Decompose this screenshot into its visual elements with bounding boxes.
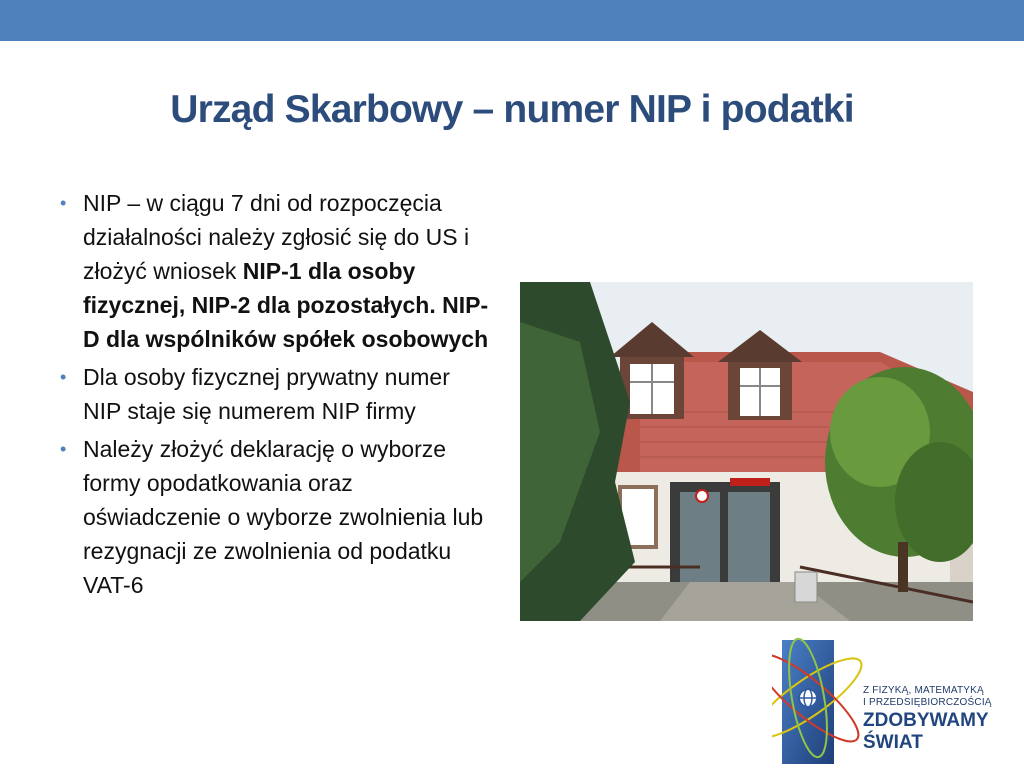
logo-line-3: ZDOBYWAMY (863, 710, 989, 731)
bullet-text: NIP – w ciągu 7 dni od rozpoczęcia działalności należy zgłosić się do US i złożyć wniosek (83, 190, 470, 284)
bullet-bold-text: NIP-1 dla osoby fizycznej, NIP-2 dla pozostałych. NIP-D dla wspólników spółek osobowych (83, 258, 489, 352)
logo-line-1: Z FIZYKĄ, MATEMATYKĄ (863, 685, 984, 696)
bullet-item-declaration (60, 432, 490, 602)
bullet-text: Dla osoby fizycznej prywatny numer NIP staje się numerem NIP firmy (83, 364, 450, 424)
bullet-text: Należy złożyć deklarację o wyborze formy opodatkowania oraz oświadczenie o wyborze zwolnienia lub rezygnacji ze zwolnienia od podatku VAT-6 (83, 436, 484, 598)
tax-office-building-photo (520, 282, 973, 621)
bullet-dot-icon: • (60, 193, 67, 213)
logo-line-2: I PRZEDSIĘBIORCZOŚCIĄ (863, 697, 992, 708)
logo-line-4: ŚWIAT (863, 732, 923, 753)
bullet-dot-icon: • (60, 367, 67, 387)
bullet-list (60, 186, 490, 606)
top-accent-bar (0, 0, 1024, 41)
slide-title: Urząd Skarbowy – numer NIP i podatki (170, 88, 854, 131)
project-logo (772, 626, 1024, 768)
bullet-item-nip (60, 186, 490, 356)
bullet-dot-icon: • (60, 439, 67, 459)
bullet-item-private-nip (60, 360, 490, 428)
